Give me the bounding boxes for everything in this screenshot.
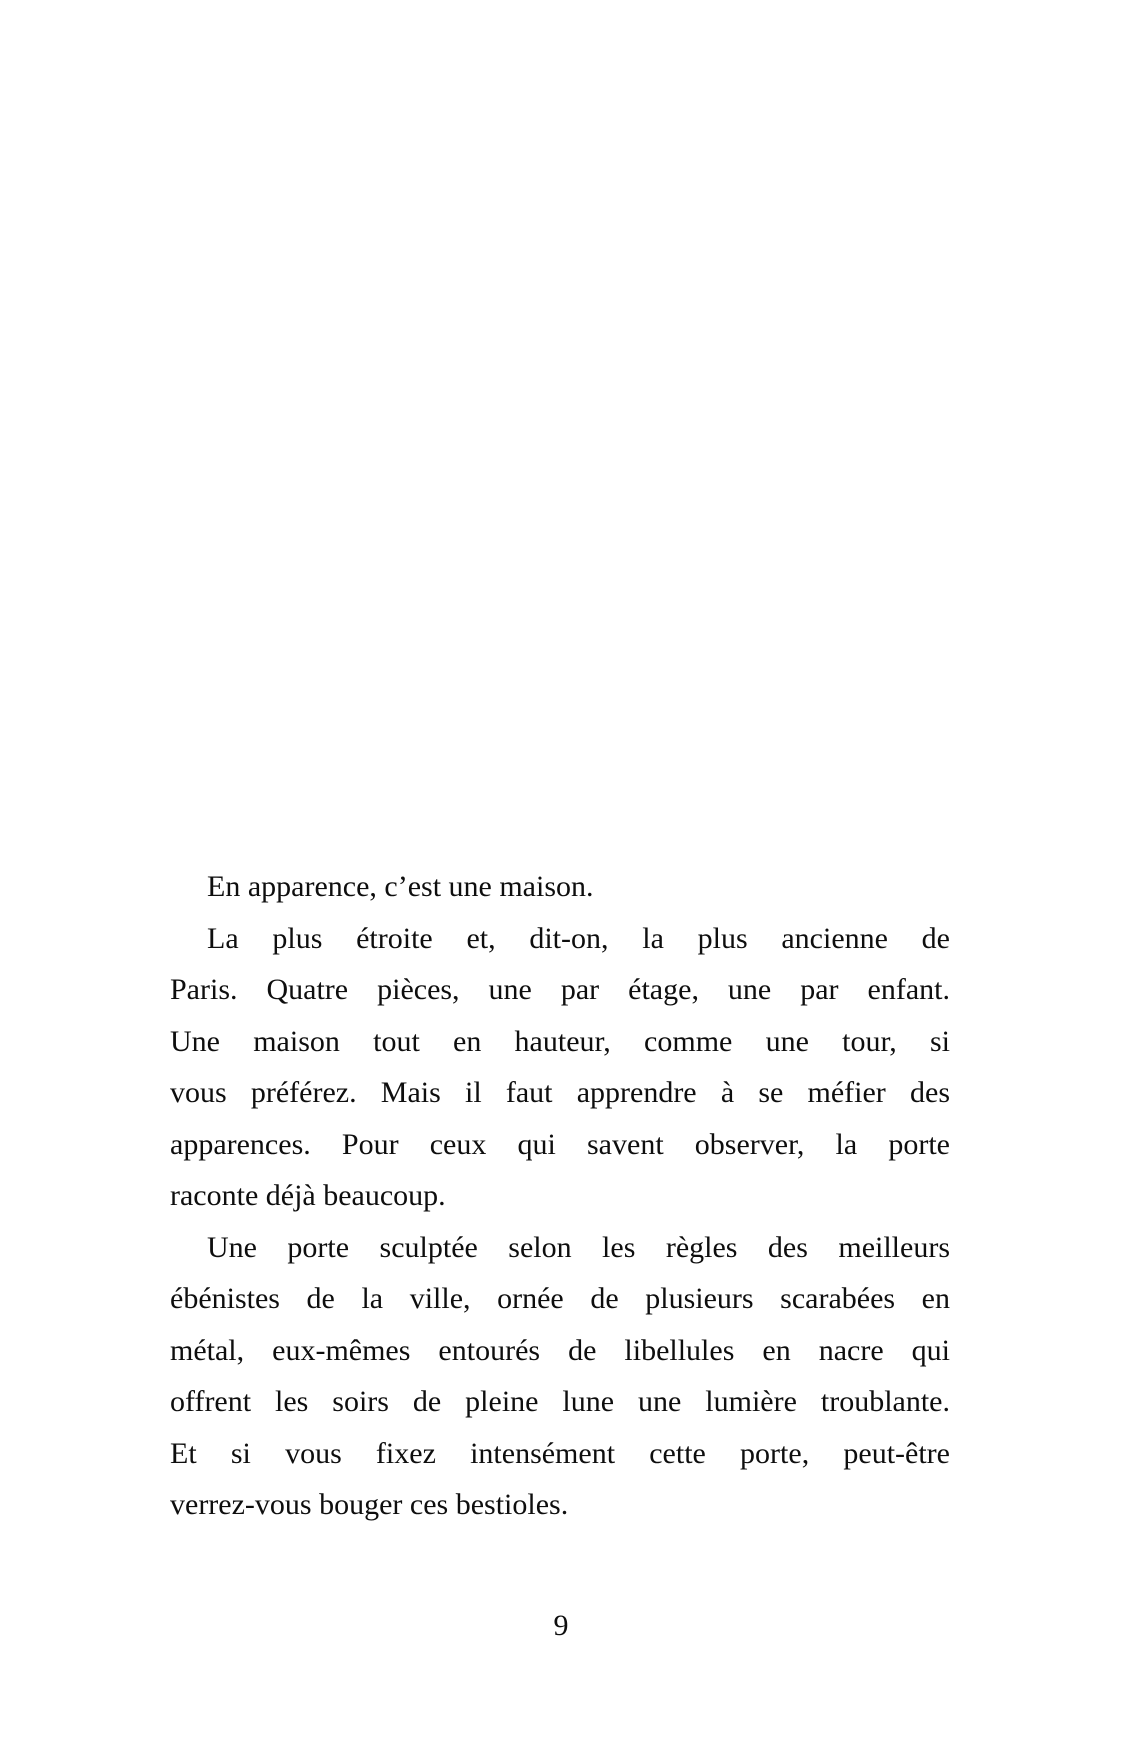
text-line: vous préférez. Mais il faut apprendre à se méfier des [170, 1076, 950, 1109]
paragraph [170, 913, 950, 1222]
text-line: Une maison tout en hauteur, comme une tour, si [170, 1024, 950, 1058]
text-line: ébénistes de la ville, ornée de plusieurs scarabées en [170, 1282, 950, 1315]
page-number: 9 [553, 1609, 569, 1642]
text-line: La plus étroite et, dit-on, la plus ancienne de [207, 921, 950, 955]
text-line: apparences. Pour ceux qui savent observer, la porte [170, 1127, 950, 1161]
text-block [170, 861, 950, 1531]
text-line: raconte déjà beaucoup. [170, 1179, 446, 1212]
paragraph [170, 1222, 950, 1531]
paragraph [170, 861, 950, 913]
text-line: Paris. Quatre pièces, une par étage, une par enfant. [170, 973, 950, 1006]
text-line: Une porte sculptée selon les règles des meilleurs [207, 1230, 950, 1264]
text-line: En apparence, c’est une maison. [207, 870, 594, 903]
text-line: verrez-vous bouger ces bestioles. [170, 1488, 569, 1521]
text-line: offrent les soirs de pleine lune une lumière troublante. [170, 1385, 950, 1418]
text-line: Et si vous fixez intensément cette porte, peut-être [170, 1436, 950, 1470]
text-line: métal, eux-mêmes entourés de libellules en nacre qui [170, 1333, 950, 1367]
